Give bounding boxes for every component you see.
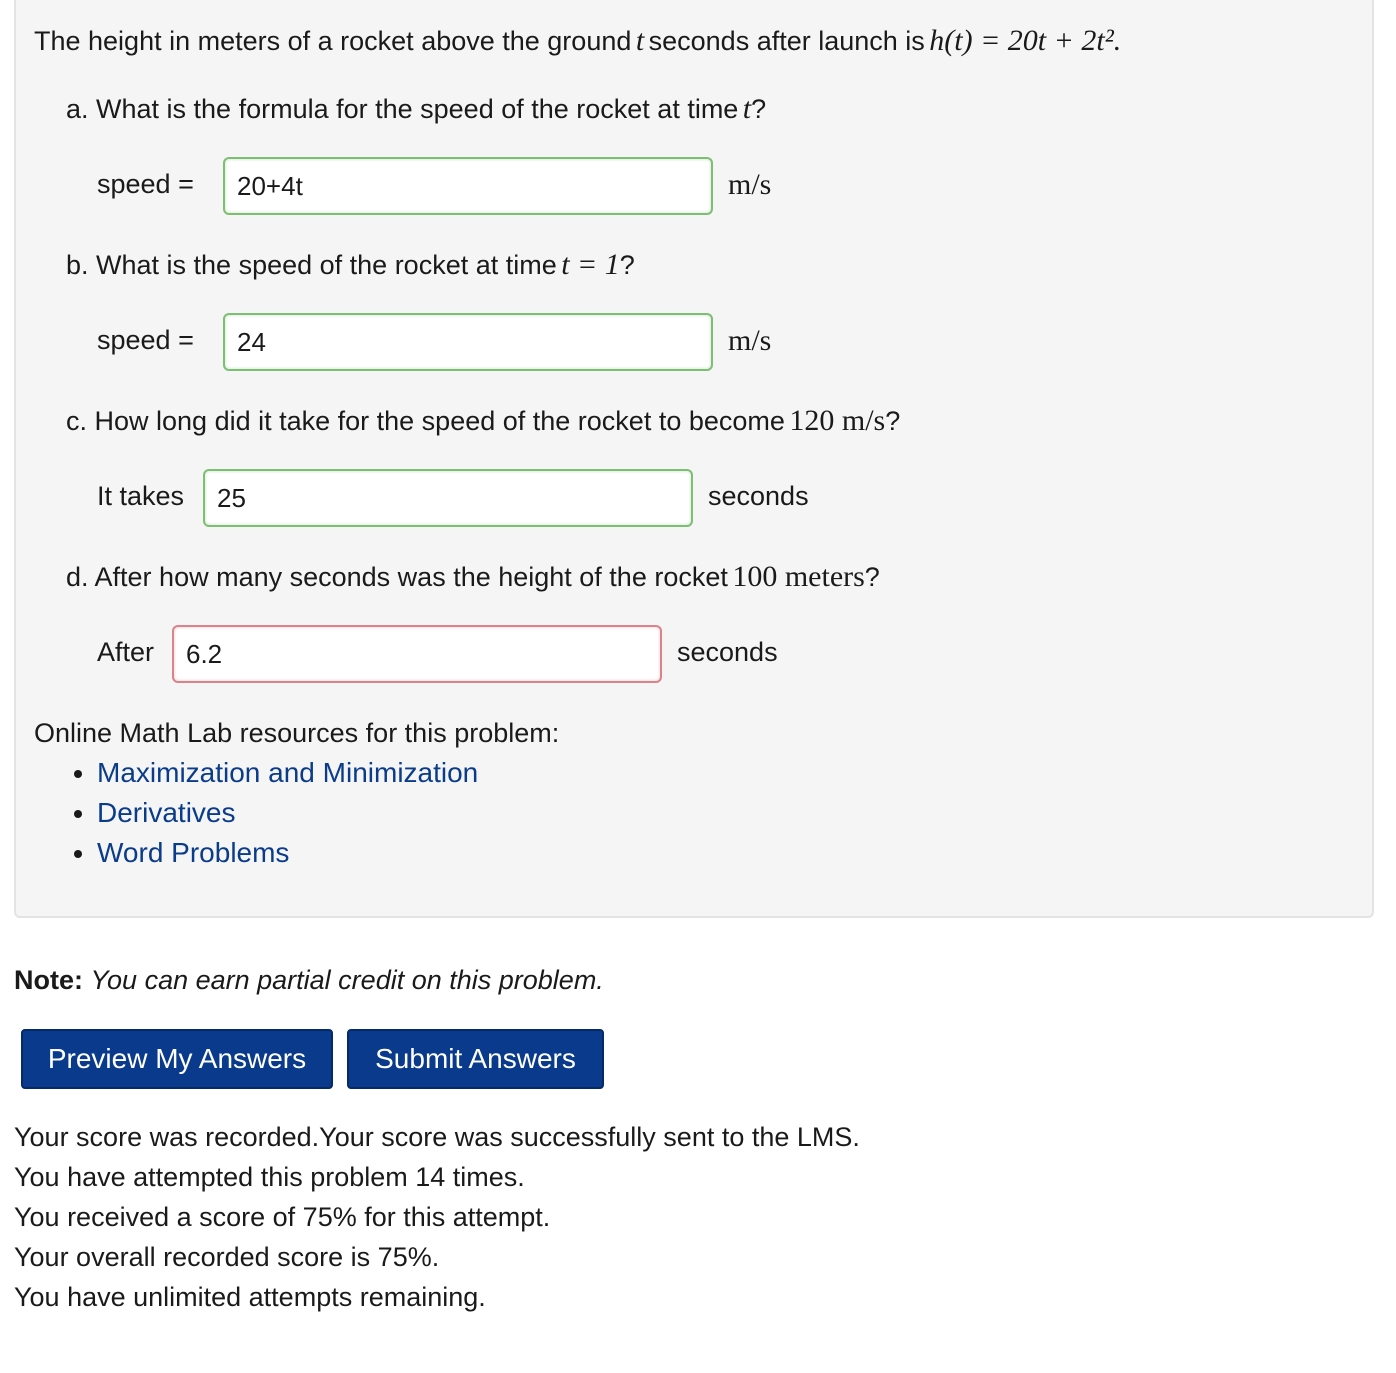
part-a-unit: m/s (728, 168, 772, 201)
submit-answers-button[interactable]: Submit Answers (347, 1029, 604, 1089)
part-d-unit: seconds (677, 637, 778, 667)
part-d-question: d. After how many seconds was the height of the rocket 100 meters? (66, 560, 880, 593)
link-word-problems[interactable]: Word Problems (97, 837, 290, 868)
part-d-label: After (97, 637, 155, 667)
part-c-unit: seconds (708, 481, 809, 511)
part-b-answer-input[interactable] (223, 313, 713, 371)
status-attempt-score: You received a score of 75% for this attempt. (14, 1202, 551, 1232)
part-c-label: It takes (97, 481, 185, 511)
status-remaining: You have unlimited attempts remaining. (14, 1282, 486, 1312)
status-overall-score: Your overall recorded score is 75%. (14, 1242, 440, 1272)
note-label: Note: (14, 965, 83, 995)
part-d-answer-input[interactable] (172, 625, 662, 683)
link-derivatives[interactable]: Derivatives (97, 797, 236, 828)
note-text: You can earn partial credit on this problem. (90, 965, 604, 995)
part-b-label: speed = (97, 325, 194, 355)
resources-list (57, 753, 478, 873)
resources-heading: Online Math Lab resources for this problem: (34, 718, 560, 748)
intro-var: t (635, 24, 645, 57)
preview-answers-button[interactable]: Preview My Answers (21, 1029, 333, 1089)
status-attempts: You have attempted this problem 14 times. (14, 1162, 525, 1192)
part-b-question: b. What is the speed of the rocket at time t = 1? (66, 248, 635, 281)
list-item (97, 833, 478, 873)
part-c-question: c. How long did it take for the speed of the rocket to become 120 m/s? (66, 404, 901, 437)
list-item (97, 793, 478, 833)
intro-text: The height in meters of a rocket above the ground (34, 26, 632, 56)
part-c-answer-input[interactable] (203, 469, 693, 527)
part-b-unit: m/s (728, 324, 772, 357)
link-maximization-minimization[interactable]: Maximization and Minimization (97, 757, 479, 788)
status-score-recorded: Your score was recorded.Your score was successfully sent to the LMS. (14, 1122, 860, 1152)
list-item (97, 753, 478, 793)
intro-text-2: seconds after launch is (648, 26, 925, 56)
intro-formula: h(t) = 20t + 2t². (929, 24, 1122, 57)
note (14, 965, 604, 996)
part-a-question: a. What is the formula for the speed of the rocket at time t? (66, 92, 767, 125)
part-a-answer-input[interactable] (223, 157, 713, 215)
part-a-label: speed = (97, 169, 194, 199)
problem-statement (34, 24, 1121, 58)
